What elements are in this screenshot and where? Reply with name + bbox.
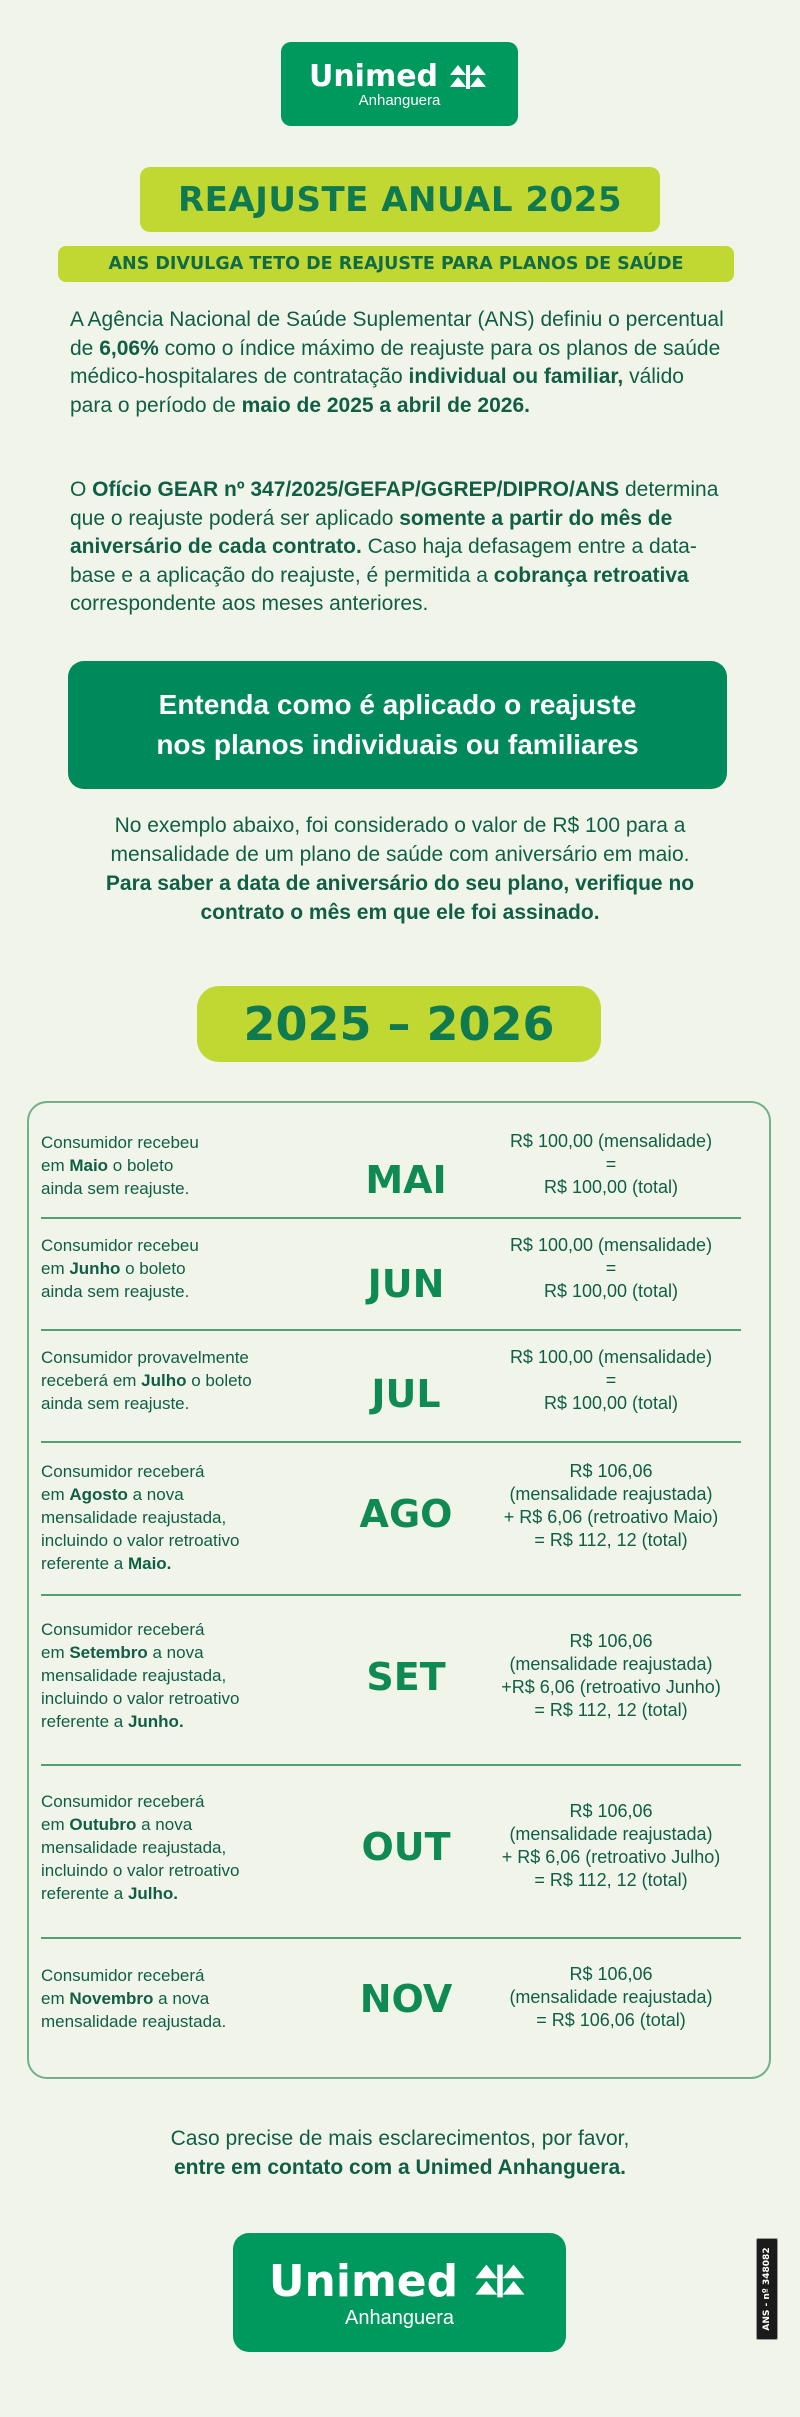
calculation-line: R$ 106,06 [569,1801,653,1821]
highlight-line-2: nos planos individuais ou familiares [156,729,639,760]
text-run: o boleto [108,1156,174,1175]
unimed-logo-bottom [233,2233,566,2352]
unimed-tree-icon [470,2260,530,2302]
intro-paragraph-1 [70,306,730,420]
row-description [41,1964,291,2033]
month-emphasis: Junho. [127,1712,184,1731]
calculation-line: (mensalidade reajustada) [509,1987,713,2007]
row-month: OUT [361,1825,451,1869]
row-divider [41,1217,741,1219]
text-run: como o índice máximo de reajuste para os planos de saúde médico-hospitalares de contratação [70,336,721,388]
example-line-4: contrato o mês em que ele foi assinado. [200,901,600,924]
row-description [41,1234,291,1303]
description-line [41,1987,291,2010]
description-line: mensalidade reajustada, [41,1666,227,1685]
calculation-line: +R$ 6,06 (retroativo Junho) [501,1677,721,1697]
description-line: Consumidor provavelmente [41,1348,249,1367]
calculation-line: R$ 106,06 [569,1964,653,1984]
calculation-line: (mensalidade reajustada) [509,1824,713,1844]
example-line-3: Para saber a data de aniversário do seu plano, verifique no [105,872,695,895]
row-month: SET [366,1655,446,1699]
row-calculation [481,1800,741,1892]
row-divider [41,1937,741,1939]
row-month: MAI [365,1158,447,1202]
description-line [41,1552,291,1575]
description-line: ainda sem reajuste. [41,1282,190,1301]
ans-registration-text: ANS - nº 348082 [762,2247,772,2331]
calculation-line: (mensalidade reajustada) [509,1654,713,1674]
calculation-line: = [605,1258,617,1278]
text-run: referente a [41,1712,128,1731]
calculation-line: = R$ 106,06 (total) [536,2010,686,2030]
row-description [41,1460,291,1575]
row-month: JUN [367,1262,445,1306]
contact-line-1: Caso precise de mais esclarecimentos, por favor, [170,2127,630,2150]
text-run: referente a [41,1554,128,1573]
example-line-1: No exemplo abaixo, foi considerado o valor de R$ 100 para a [114,814,686,837]
intro-paragraph-2 [70,476,730,619]
text-run: em [41,1485,70,1504]
example-line-2: mensalidade de um plano de saúde com aniversário em maio. [110,843,690,866]
page-subtitle: ANS DIVULGA TETO DE REAJUSTE PARA PLANOS DE SAÚDE [108,254,684,274]
text-run: em [41,1815,70,1834]
text-run: cobrança retroativa [493,563,689,587]
text-run: maio de 2025 a abril de 2026. [241,393,530,417]
description-line [41,1882,291,1905]
description-line: Consumidor receberá [41,1966,205,1985]
text-run: Ofício GEAR nº 347/2025/GEFAP/GGREP/DIPRO/ANS [92,478,620,501]
row-description [41,1131,291,1200]
row-description [41,1346,291,1415]
period-label: 2025 – 2026 [243,997,555,1051]
text-run: receberá em [41,1371,142,1390]
month-emphasis: Agosto [69,1485,128,1504]
description-line: Consumidor receberá [41,1792,205,1811]
ans-registration-badge [756,2238,778,2340]
text-run: em [41,1156,70,1175]
text-run: 6,06% [99,336,159,360]
description-line [41,1813,291,1836]
calculation-line: R$ 100,00 (total) [543,1177,679,1197]
text-run: a nova [136,1815,193,1834]
calculation-line: R$ 100,00 (mensalidade) [509,1347,713,1367]
text-run: o boleto [120,1259,186,1278]
unimed-logo-top [281,42,518,126]
description-line [41,1710,291,1733]
description-line: incluindo o valor retroativo [41,1861,240,1880]
description-line [41,1369,291,1392]
row-divider [41,1594,741,1596]
page-title: REAJUSTE ANUAL 2025 [178,179,622,220]
month-emphasis: Maio. [127,1554,172,1573]
text-run: A Agência Nacional de Saúde Suplementar (ANS) definiu o percentual de [70,308,724,360]
calculation-line: = [605,1370,617,1390]
month-emphasis: Setembro [69,1643,148,1662]
text-run: individual ou familiar, [408,365,624,388]
description-line [41,1154,291,1177]
contact-line-2: entre em contato com a Unimed Anhanguera. [174,2156,626,2179]
row-month: NOV [359,1977,453,2021]
calculation-line: (mensalidade reajustada) [509,1484,713,1504]
highlight-box [68,661,727,789]
row-description [41,1790,291,1905]
calculation-line: R$ 106,06 [569,1631,653,1651]
row-calculation [481,1630,741,1722]
calculation-line: = R$ 112, 12 (total) [534,1530,688,1550]
row-divider [41,1441,741,1443]
logo-sub-text: Anhanguera [345,2306,454,2329]
calculation-line: = R$ 112, 12 (total) [534,1870,688,1890]
text-run: determina que o reajuste poderá ser aplicado [70,478,719,530]
row-calculation [481,1234,741,1303]
description-line [41,1257,291,1280]
calculation-line: = [605,1154,617,1174]
calculation-line: R$ 106,06 [569,1461,653,1481]
description-line: ainda sem reajuste. [41,1179,190,1198]
description-line [41,1641,291,1664]
row-month: JUL [371,1372,441,1416]
description-line: incluindo o valor retroativo [41,1689,240,1708]
description-line [41,1483,291,1506]
subtitle-box [58,246,734,282]
logo-brand-text: Unimed [308,59,439,94]
description-line: Consumidor recebeu [41,1236,199,1255]
description-line: mensalidade reajustada, [41,1508,227,1527]
text-run: Caso haja defasagem entre a data-base e a aplicação do reajuste, é permitida a [70,535,697,587]
calculation-line: = R$ 112, 12 (total) [534,1700,688,1720]
calculation-line: R$ 100,00 (mensalidade) [509,1131,713,1151]
text-run: O [70,478,93,501]
logo-sub-text: Anhanguera [358,92,441,109]
calculation-line: + R$ 6,06 (retroativo Julho) [501,1847,721,1867]
text-run: em [41,1643,70,1662]
month-emphasis: Junho [69,1259,121,1278]
text-run: referente a [41,1884,128,1903]
text-run: em [41,1259,70,1278]
unimed-tree-icon [446,62,490,92]
row-calculation [481,1130,741,1199]
row-calculation [481,1460,741,1552]
row-month: AGO [359,1492,453,1536]
logo-brand-text: Unimed [268,2255,459,2307]
description-line: incluindo o valor retroativo [41,1531,240,1550]
description-line: Consumidor recebeu [41,1133,199,1152]
calculation-line: R$ 100,00 (mensalidade) [509,1235,713,1255]
page-title-box [140,167,660,232]
text-run: a nova [127,1485,184,1504]
row-calculation [481,1963,741,2032]
month-emphasis: Maio [69,1156,109,1175]
month-emphasis: Novembro [69,1989,154,2008]
description-line: Consumidor receberá [41,1462,205,1481]
text-run: em [41,1989,70,2008]
example-text [40,811,760,927]
row-divider [41,1329,741,1331]
row-calculation [481,1346,741,1415]
month-emphasis: Julho. [127,1884,179,1903]
row-divider [41,1764,741,1766]
description-line: mensalidade reajustada. [41,2012,227,2031]
month-emphasis: Julho [141,1371,187,1390]
month-emphasis: Outubro [69,1815,137,1834]
calculation-line: R$ 100,00 (total) [543,1393,679,1413]
text-run: válido para o período de [70,365,684,417]
period-box [197,986,601,1062]
text-run: o boleto [186,1371,252,1390]
description-line: mensalidade reajustada, [41,1838,227,1857]
text-run: somente a partir do mês de aniversário de cada contrato. [70,506,673,558]
text-run: correspondente aos meses anteriores. [70,592,429,615]
description-line: Consumidor receberá [41,1620,205,1639]
text-run: a nova [153,1989,210,2008]
text-run: a nova [147,1643,204,1662]
calculation-line: + R$ 6,06 (retroativo Maio) [503,1507,719,1527]
highlight-line-1: Entenda como é aplicado o reajuste [158,689,637,720]
row-description [41,1618,291,1733]
calculation-line: R$ 100,00 (total) [543,1281,679,1301]
contact-text [40,2124,760,2182]
description-line: ainda sem reajuste. [41,1394,190,1413]
